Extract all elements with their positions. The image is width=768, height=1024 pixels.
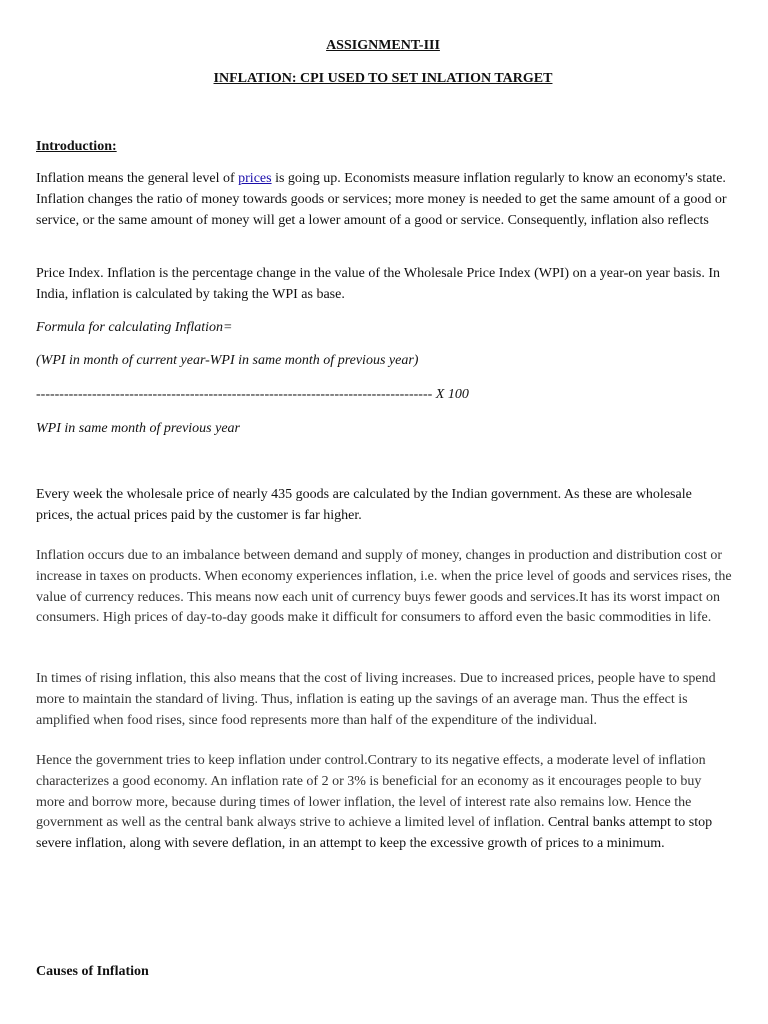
document-subtitle: INFLATION: CPI USED TO SET INLATION TARGET [213, 71, 553, 86]
causes-heading: Causes of Inflation [36, 964, 149, 979]
price-index-paragraph: Price Index. Inflation is the percentage change in the value of the Wholesale Price Index (WPI) on a year-on year basis. In India, inflation is calculated by taking the WPI as base. [36, 266, 721, 302]
imbalance-paragraph: Inflation occurs due to an imbalance between demand and supply of money, changes in production and distribution cost or increase in taxes on products. When economy experiences inflation, i.e. when the price level of goods and services rises, the value of currency reduces. This means now each unit of currency buys fewer goods and services.It has its worst impact on consumers. High prices of day-to-day goods make it difficult for consumers to afford even the basic commodities in life. [36, 548, 732, 626]
control-paragraph [36, 751, 732, 855]
formula-divider: ------------------------------------------------------------------------------------- X 100 [36, 387, 469, 402]
intro-text-after-link: is going up. Economists measure inflation regularly to know an economy's state. Inflation changes the ratio of money towards goods or services; more money is needed to get the same amount of a good or service, or the same amount of money will get a lower amount of a good or service. Consequently, inflation also reflects [36, 171, 727, 228]
control-paragraph-part2: Central banks attempt to stop severe inflation, along with severe deflation, in an attempt to keep the excessive growth of prices to a minimum. [36, 815, 713, 852]
introduction-heading: Introduction: [36, 139, 117, 154]
weekly-prices-paragraph: Every week the wholesale price of nearly 435 goods are calculated by the Indian government. As these are wholesale prices, the actual prices paid by the customer is far higher. [36, 487, 692, 523]
intro-text-before-link: Inflation means the general level of [36, 171, 239, 186]
prices-link[interactable]: prices [238, 171, 272, 186]
assignment-title: ASSIGNMENT-III [326, 38, 440, 53]
formula-numerator: (WPI in month of current year-WPI in same month of previous year) [36, 353, 419, 368]
formula-label: Formula for calculating Inflation= [36, 320, 233, 335]
control-paragraph-part1: Hence the government tries to keep inflation under control.Contrary to its negative effects, a moderate level of inflation characterizes a good economy. An inflation rate of 2 or 3% is beneficial for an economy as it encourages people to buy more and borrow more, because during times of lower inflation, the level of interest rate also remains low. Hence the government as well as the central bank always strive to achieve a limited level of inflation. [36, 753, 706, 831]
formula-denominator: WPI in same month of previous year [36, 421, 240, 436]
intro-paragraph [36, 169, 732, 231]
rising-inflation-paragraph: In times of rising inflation, this also means that the cost of living increases. Due to increased prices, people have to spend more to maintain the standard of living. Thus, inflation is eating up the savings of an average man. Thus the effect is amplified when food rises, since food represents more than half of the expenditure of the individual. [36, 671, 716, 728]
